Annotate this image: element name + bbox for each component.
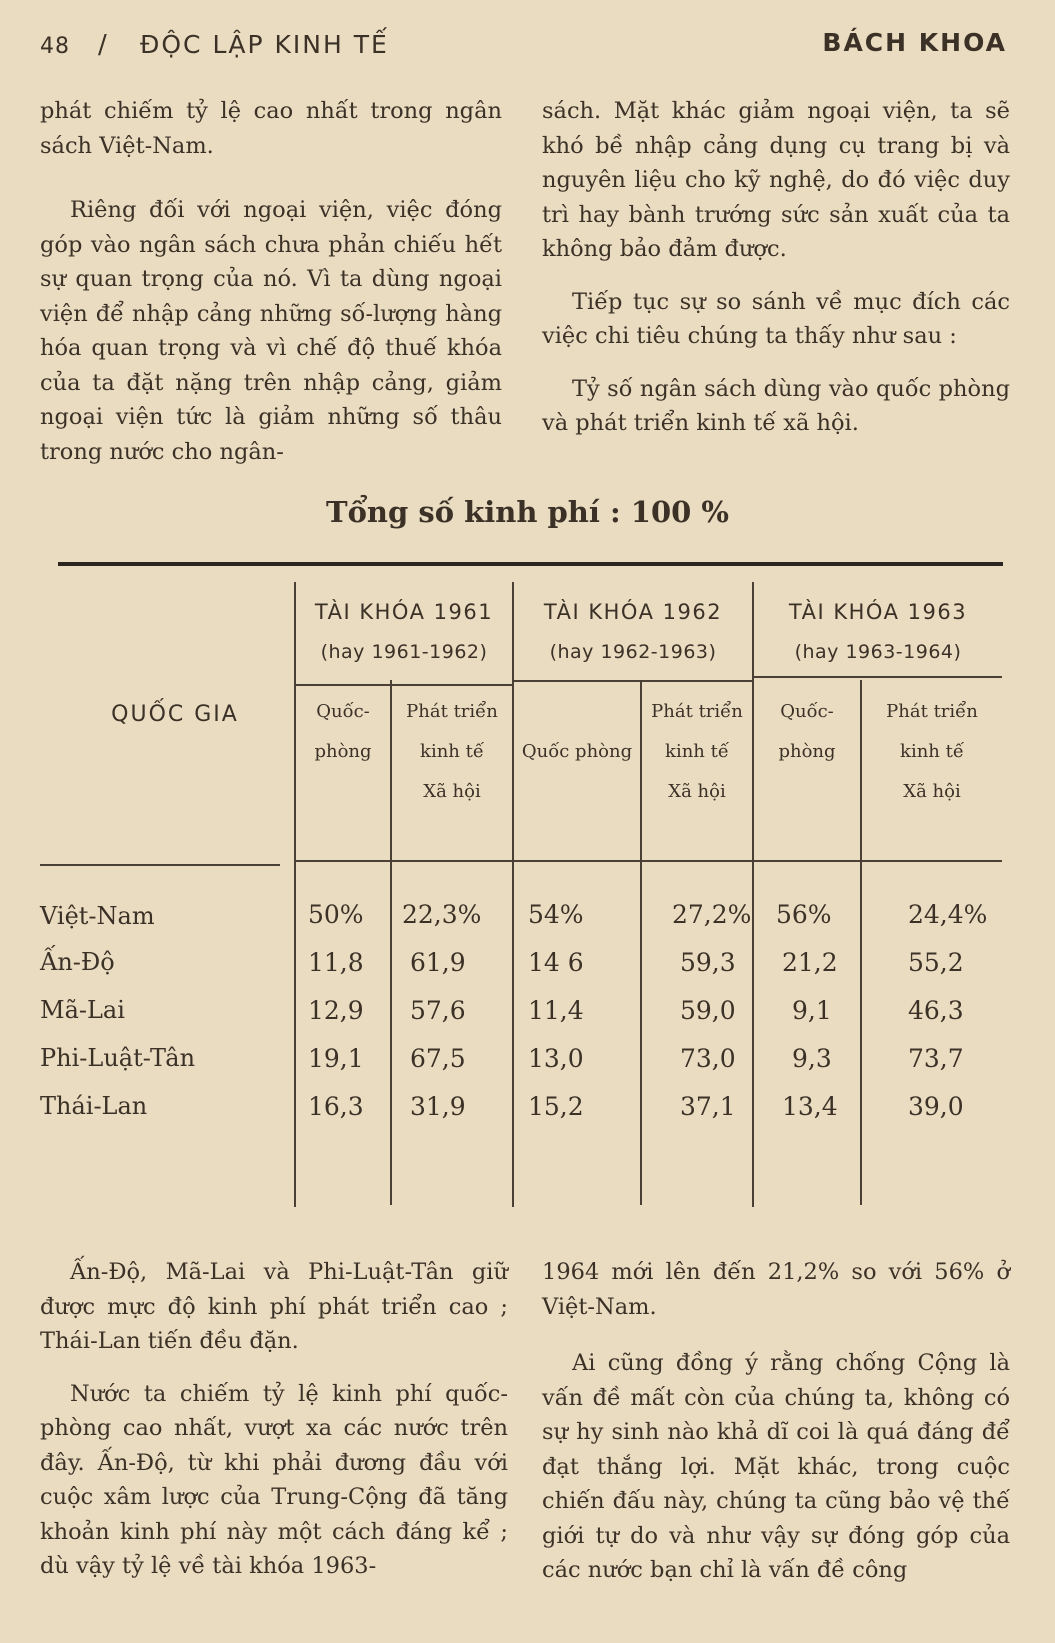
row-divider [512,680,752,682]
table-cell: 19,1 [308,1044,364,1073]
year-sub: (hay 1961-1962) [320,641,488,663]
paragraph: Ấn-Độ, Mã-Lai và Phi-Luật-Tân giữ được mực độ kinh phí phát triển cao ; Thái-Lan tiến đều đặn. [40,1259,508,1354]
budget-table [40,562,1003,1222]
subheader-defense: Quốc- phòng [314,701,372,762]
section-title: ĐỘC LẬP KINH TẾ [140,30,389,59]
paragraph: Ai cũng đồng ý rằng chống Cộng là vấn đề mất còn của chúng ta, không có sự hy sinh nào khả dĩ coi là quá đáng để đạt thắng lợi. Mặt khác, trong cuộc chiến đấu này, chúng ta cũng bảo vệ thế giới tự do và như vậy sự đóng góp của các nước bạn chỉ là vấn đề công [542,1350,1010,1583]
table-cell: 24,4% [908,900,988,929]
table-cell: 67,5 [410,1044,466,1073]
subheader-development: Phát triển kinh tế Xã hội [651,701,743,802]
subheader-defense: Quốc- phòng [778,701,836,762]
table-cell: 73,0 [680,1044,736,1073]
table-cell: 14 6 [528,948,584,977]
paragraph: Tỷ số ngân sách dùng vào quốc phòng và phát triển kinh tế xã hội. [542,375,1010,436]
table-cell: 15,2 [528,1092,584,1121]
table-cell: 56% [776,900,832,929]
table-cell: 11,4 [528,996,584,1025]
paragraph: Riêng đối với ngoại viện, việc đóng góp vào ngân sách chưa phản chiếu hết sự quan trọng của nó. Vì ta dùng ngoại viện để nhập cảng những số-lượng hàng hóa quan trọng và vì chế độ thuế khóa của ta đặt nặng trên nhập cảng, giảm ngoại viện tức là giảm những số thâu trong nước cho ngân- [40,197,502,465]
table-cell: 31,9 [410,1092,466,1121]
table-cell: 50% [308,900,364,929]
bottom-left-column [40,1255,508,1584]
paragraph: Nước ta chiếm tỷ lệ kinh phí quốc-phòng cao nhất, vượt xa các nước trên đây. Ấn-Độ, từ khi phải đương đầu với cuộc xâm lược của Trung-Cộng đã tăng khoản kinh phí này một cách đáng kể ; dù vậy tỷ lệ về tài khóa 1963- [40,1380,508,1579]
year-label: TÀI KHÓA 1963 [788,600,968,624]
country-name: Việt-Nam [40,902,155,930]
paragraph: sách. Mặt khác giảm ngoại viện, ta sẽ khó bề nhập cảng dụng cụ trang bị và nguyên liệu cho kỹ nghệ, do đó việc duy trì hay bành trướng sức sản xuất của ta không bảo đảm được. [542,98,1010,262]
year-sub: (hay 1962-1963) [549,641,717,663]
table-cell: 54% [528,900,584,929]
country-name: Mã-Lai [40,996,125,1024]
table-cell: 11,8 [308,948,364,977]
table-cell: 59,0 [680,996,736,1025]
country-name: Phi-Luật-Tân [40,1044,196,1072]
bottom-right-column [542,1255,1010,1588]
paragraph: phát chiếm tỷ lệ cao nhất trong ngân sách Việt-Nam. [40,98,502,159]
table-title: Tổng số kinh phí : 100 % [326,495,729,529]
table-cell: 61,9 [410,948,466,977]
magazine-title: BÁCH KHOA [822,28,1007,57]
table-cell: 22,3% [402,900,482,929]
table-cell: 73,7 [908,1044,964,1073]
subheader-defense: Quốc phòng [521,741,633,762]
table-cell: 46,3 [908,996,964,1025]
page-number: 48 [40,34,70,59]
year-header-1961 [296,592,512,672]
paragraph: 1964 mới lên đến 21,2% so với 56% ở Việt-Nam. [542,1259,1010,1320]
table-cell: 13,4 [782,1092,838,1121]
table-top-rule [58,562,1003,566]
country-header: QUỐC GIA [111,702,239,727]
paragraph: Tiếp tục sự so sánh về mục đích các việc chi tiêu chúng ta thấy như sau : [542,288,1010,349]
table-cell: 39,0 [908,1092,964,1121]
table-cell: 57,6 [410,996,466,1025]
table-cell: 37,1 [680,1092,736,1121]
year-label: TÀI KHÓA 1961 [314,600,494,624]
table-cell: 9,1 [792,996,832,1025]
row-divider [40,864,280,866]
year-header-1963 [754,592,1002,672]
page-header [40,18,1007,68]
subheader-development: Phát triển kinh tế Xã hội [406,701,498,802]
column-divider [294,582,296,1207]
table-cell: 9,3 [792,1044,832,1073]
top-left-column [40,94,502,469]
row-divider [294,860,1002,862]
table-cell: 21,2 [782,948,838,977]
country-name: Thái-Lan [40,1092,148,1120]
row-divider [752,676,1002,678]
table-cell: 59,3 [680,948,736,977]
header-separator: / [98,30,107,60]
table-cell: 55,2 [908,948,964,977]
table-cell: 27,2% [672,900,752,929]
subheader-development: Phát triển kinh tế Xã hội [886,701,978,802]
table-cell: 13,0 [528,1044,584,1073]
table-cell: 12,9 [308,996,364,1025]
row-divider [294,684,512,686]
top-right-column [542,94,1010,441]
table-cell: 16,3 [308,1092,364,1121]
year-label: TÀI KHÓA 1962 [543,600,723,624]
column-divider [512,582,514,1207]
country-name: Ấn-Độ [40,948,115,976]
year-header-1962 [514,592,752,672]
year-sub: (hay 1963-1964) [794,641,962,663]
